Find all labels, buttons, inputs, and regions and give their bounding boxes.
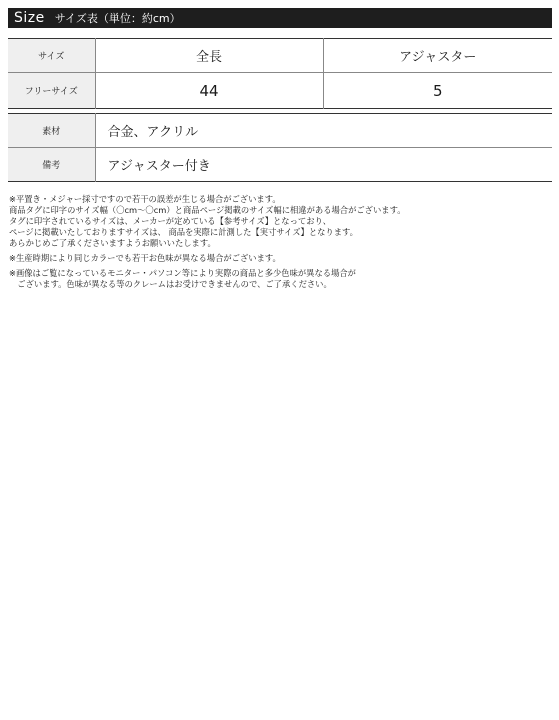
column-header-adjuster: アジャスター bbox=[323, 39, 552, 73]
note-line: ※画像はご覧になっているモニター・パソコン等により実際の商品と多少色味が異なる場合が bbox=[9, 268, 356, 278]
note-line: あらかじめご了承くださいますようお願いいたします。 bbox=[9, 238, 216, 248]
remarks-value: アジャスター付き bbox=[107, 159, 211, 174]
table-row bbox=[8, 73, 552, 109]
cell-adjuster-value: 5 bbox=[432, 81, 443, 100]
table-row bbox=[8, 114, 552, 148]
material-value: 合金、アクリル bbox=[95, 114, 552, 148]
note-line: ございます。色味が異なる等のクレームはお受けできませんので、ご了承ください。 bbox=[9, 279, 332, 289]
note-line: ※平置き・メジャー採寸ですので若干の誤差が生じる場合がございます。 bbox=[9, 194, 281, 204]
size-table-header-row bbox=[8, 39, 552, 73]
column-header-length: 全長 bbox=[95, 39, 323, 73]
note-line: ページに掲載いたしておりますサイズは、 商品を実際に計測した【実寸サイズ】となります。 bbox=[9, 227, 358, 237]
row-label-free-size: フリーサイズ bbox=[8, 73, 95, 109]
notes-section bbox=[9, 194, 549, 290]
table-row bbox=[8, 148, 552, 182]
size-table-corner-label: サイズ bbox=[8, 39, 95, 73]
size-subtitle: サイズ表（単位：約cm） bbox=[54, 12, 181, 25]
note-line: タグに印字されているサイズは、メーカーが定めている【参考サイズ】となっており、 bbox=[9, 216, 332, 226]
info-table bbox=[8, 113, 552, 182]
row-label-remarks: 備考 bbox=[8, 148, 95, 182]
note-line: ※生産時期により同じカラーでも若干お色味が異なる場合がございます。 bbox=[9, 253, 281, 263]
size-title: Size bbox=[14, 10, 45, 26]
cell-length-value: 44 bbox=[95, 73, 323, 109]
size-table bbox=[8, 38, 552, 109]
row-label-material: 素材 bbox=[8, 114, 95, 148]
size-header-bar bbox=[8, 8, 552, 28]
note-line: 商品タグに印字のサイズ幅（〇cm〜〇cm）と商品ページ掲載のサイズ幅に相違がある場合がございます。 bbox=[9, 205, 406, 215]
